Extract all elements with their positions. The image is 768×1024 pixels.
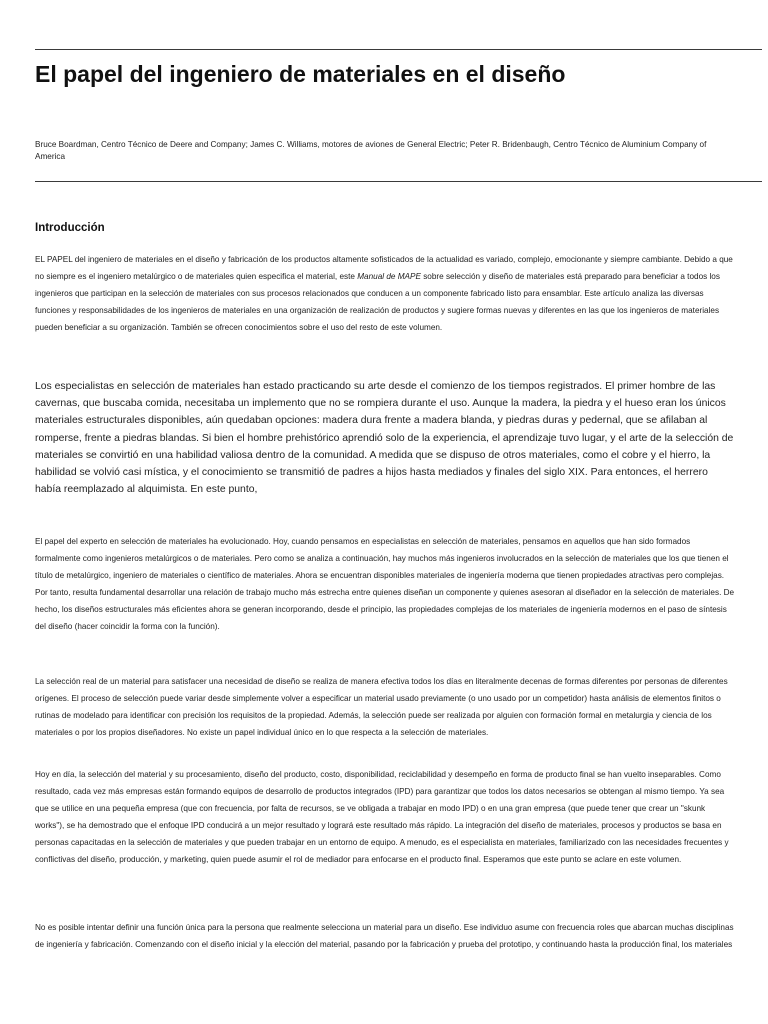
paragraph-roles: No es posible intentar definir una función única para la persona que realmente selecciona un material para un diseño. Ese individuo asume con frecuencia roles que abarcan muchas disciplinas de ingeniería y fabricación. Comenzando con el diseño inicial y la elección del material, pasando por la fabricación y prueba del prototipo, y continuando hasta la producción final, los materiales — [35, 923, 734, 949]
paragraph-ipd: Hoy en día, la selección del material y su procesamiento, diseño del producto, costo, disponibilidad, reciclabilidad y desempeño en forma de producto final se han vuelto inseparables. Como resultado, cada vez más empresas están formando equipos de desarrollo de productos integrados (IPD) para garantizar que todos los datos necesarios se obtengan al mismo tiempo. Ya sea que se utilice en una pequeña empresa (que con frecuencia, por falta de recursos, se ve obligada a trabajar en modo IPD) o en una gran empresa (que puede tener que crear un "skunk works"), se ha demostrado que el enfoque IPD conducirá a un mejor resultado y logrará este resultado más rápido. La integración del diseño de materiales, procesos y productos se basa en personas capacitadas en la selección de materiales y que pueden trabajar en un entorno de equipo. A menudo, es el especialista en materiales, familiarizado con las necesidades frecuentes y conflictivas del diseño, producción, y marketing, quien puede asumir el rol de mediador para enfocarse en el producto final. Esperamos que este punto se aclare en este volumen. — [35, 770, 729, 864]
top-divider — [35, 49, 762, 50]
manual-title-emphasis: Manual de MAPE — [357, 272, 421, 281]
paragraph-history: Los especialistas en selección de materiales han estado practicando su arte desde el comienzo de los tiempos registrados. El primer hombre de las cavernas, que buscaba comida, necesitaba un implemento que no se rompiera durante el uso. Aunque la madera, la piedra y el hueso eran los únicos materiales estructurales disponibles, aún quedaban opciones: madera dura frente a madera blanda, y piedras duras y pedernal, que se afilaban al romperse, frente a piedras blandas. Si bien el hombre prehistórico aprendió solo de la experiencia, el aprendizaje tuvo lugar, y el arte de la selección de materiales se convirtió en una habilidad valiosa dentro de la comunidad. A medida que se dispuso de otros materiales, como el cobre y el hierro, la habilidad se volvió casi mística, y el conocimiento se transmitió de padres a hijos hasta mediados y finales del siglo XIX. Para entonces, el herrero había reemplazado al alquimista. En este punto, — [35, 381, 734, 496]
paragraph-expert-role: El papel del experto en selección de materiales ha evolucionado. Hoy, cuando pensamos en especialistas en selección de materiales, pensamos en aquellos que han sido formados formalmente como ingenieros metalúrgicos o de materiales. Pero como se analiza a continuación, hay muchos más ingenieros involucrados en la selección de materiales que los que tienen el título de metalúrgico, ingeniero de materiales o científico de materiales. Ahora se encuentran disponibles materiales de ingeniería moderna que tienen propiedades atractivas pero complejas. Por tanto, resulta fundamental desarrollar una relación de trabajo mucho más estrecha entre quienes diseñan un componente y quienes asesoran al diseñador en la selección de materiales. De hecho, los diseños estructurales más eficientes ahora se generan incorporando, desde el principio, las propiedades complejas de los materiales de ingeniería modernos en el paso de síntesis del diseño (hacer coincidir la forma con la función). — [35, 537, 735, 631]
paragraph-intro-text-end: sobre selección y diseño de materiales está preparado para beneficiar a todos los ingenieros que participan en la selección de materiales con sus procesos relacionados que conducen a un componente fabricado listo para ensamblar. Este artículo analiza las diversas funciones y responsabilidades de los ingenieros de materiales en una organización de realización de productos y sugiere formas nuevas y diferentes en las que los ingenieros de materiales pueden beneficiar a su organización. También se ofrecen conocimientos sobre el uso del resto de este volumen. — [35, 272, 720, 332]
section-heading: Introducción — [35, 222, 105, 234]
header-divider — [35, 181, 762, 182]
paragraph-selection-process: La selección real de un material para satisfacer una necesidad de diseño se realiza de manera efectiva todos los días en literalmente decenas de formas diferentes por personas de diferentes orígenes. El proceso de selección puede variar desde simplemente volver a especificar un material usado previamente (o uno usado por un competidor) hasta análisis de elementos finitos o rutinas de modelado para identificar con precisión los requisitos de la propiedad. Además, la selección puede ser realizada por alguien con formación formal en metalurgia y ciencia de los materiales o por los propios diseñadores. No existe un papel individual único en lo que respecta a la selección de materiales. — [35, 677, 728, 737]
page-title: El papel del ingeniero de materiales en el diseño — [35, 61, 566, 87]
paragraph-intro — [35, 251, 735, 336]
paragraph-intro-text-start: EL PAPEL del ingeniero de materiales en el diseño y fabricación de los productos altamente sofisticados de la actualidad es variado, complejo, emocionante y siempre cambiante. Debido a que no siempre es el ingeniero metalúrgico o de materiales quien especifica el material, este — [35, 255, 733, 281]
author-affiliations: Bruce Boardman, Centro Técnico de Deere and Company; James C. Williams, motores de aviones de General Electric; Peter R. Bridenbaugh, Centro Técnico de Aluminium Company of America — [35, 140, 707, 161]
